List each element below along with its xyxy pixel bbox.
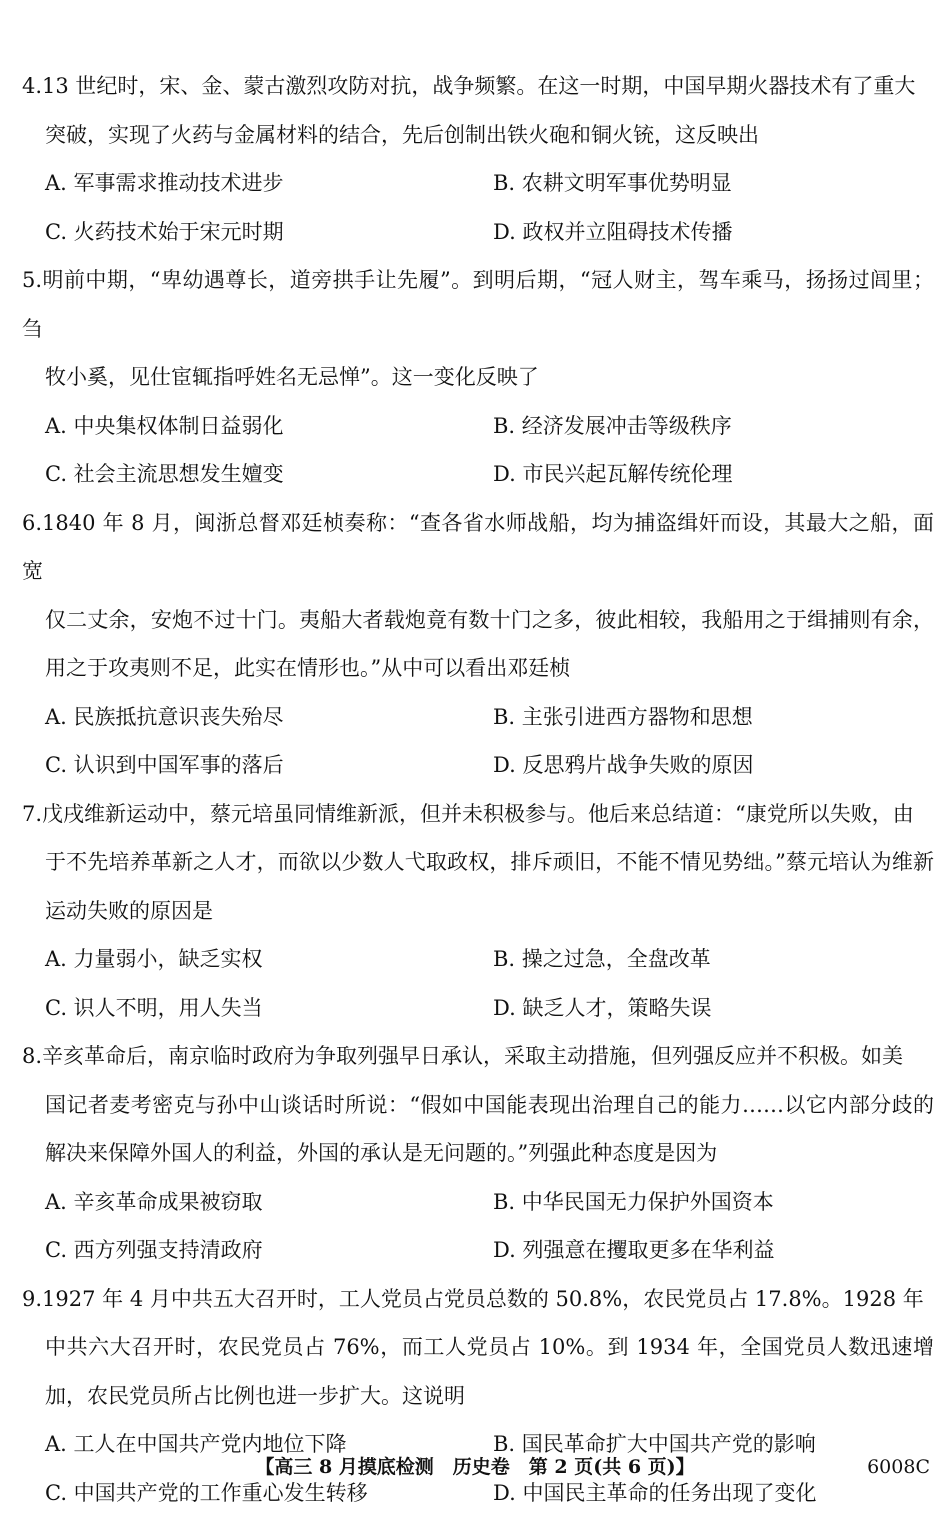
stem-continuation: 于不先培养革新之人才，而欲以少数人弋取政权，排斥顽旧，不能不情见势绌。”蔡元培认为维新运动失败的原因是 bbox=[22, 838, 934, 935]
option-a[interactable]: A. 军事需求推动技术进步 bbox=[45, 159, 493, 208]
option-a[interactable]: A. 力量弱小，缺乏实权 bbox=[45, 935, 493, 984]
stem-continuation: 中共六大召开时，农民党员占 76%，而工人党员占 10%。到 1934 年，全国党员人数迅速增加，农民党员所占比例也进一步扩大。这说明 bbox=[22, 1323, 934, 1420]
question-4 bbox=[22, 62, 934, 256]
option-c[interactable]: C. 识人不明，用人失当 bbox=[45, 984, 493, 1033]
options bbox=[22, 693, 934, 790]
option-d[interactable]: D. 政权并立阻碍技术传播 bbox=[493, 208, 941, 257]
option-c[interactable]: C. 西方列强支持清政府 bbox=[45, 1226, 493, 1275]
option-d[interactable]: D. 列强意在攫取更多在华利益 bbox=[493, 1226, 941, 1275]
option-d[interactable]: D. 中国民主革命的任务出现了变化 bbox=[493, 1469, 941, 1517]
option-a[interactable]: A. 中央集权体制日益弱化 bbox=[45, 402, 493, 451]
option-b[interactable]: B. 主张引进西方器物和思想 bbox=[493, 693, 941, 742]
stem-first-line: 9.1927 年 4 月中共五大召开时，工人党员占党员总数的 50.8%，农民党员占 17.8%。1928 年 bbox=[22, 1287, 924, 1311]
option-b[interactable]: B. 农耕文明军事优势明显 bbox=[493, 159, 941, 208]
question-stem bbox=[22, 499, 934, 693]
question-8 bbox=[22, 1032, 934, 1275]
option-c[interactable]: C. 中国共产党的工作重心发生转移 bbox=[45, 1469, 493, 1517]
stem-first-line: 4.13 世纪时，宋、金、蒙古激烈攻防对抗，战争频繁。在这一时期，中国早期火器技术有了重大 bbox=[22, 74, 915, 98]
footer-paper-code: 6008C bbox=[867, 1452, 930, 1482]
stem-continuation: 突破，实现了火药与金属材料的结合，先后创制出铁火砲和铜火铳，这反映出 bbox=[22, 111, 934, 160]
option-d[interactable]: D. 缺乏人才，策略失误 bbox=[493, 984, 941, 1033]
stem-first-line: 6.1840 年 8 月，闽浙总督邓廷桢奏称：“查各省水师战船，均为捕盗缉奸而设，其最大之船，面宽 bbox=[22, 511, 934, 584]
option-b[interactable]: B. 经济发展冲击等级秩序 bbox=[493, 402, 941, 451]
question-list bbox=[22, 62, 934, 1517]
question-7 bbox=[22, 790, 934, 1033]
question-stem bbox=[22, 790, 934, 936]
option-c[interactable]: C. 认识到中国军事的落后 bbox=[45, 741, 493, 790]
question-5 bbox=[22, 256, 934, 499]
question-6 bbox=[22, 499, 934, 790]
option-a[interactable]: A. 辛亥革命成果被窃取 bbox=[45, 1178, 493, 1227]
stem-continuation: 仅二丈余，安炮不过十门。夷船大者载炮竟有数十门之多，彼此相较，我船用之于缉捕则有余，用之于攻夷则不足，此实在情形也。”从中可以看出邓廷桢 bbox=[22, 596, 934, 693]
options bbox=[22, 402, 934, 499]
option-b[interactable]: B. 操之过急，全盘改革 bbox=[493, 935, 941, 984]
option-c[interactable]: C. 火药技术始于宋元时期 bbox=[45, 208, 493, 257]
question-stem bbox=[22, 1275, 934, 1421]
option-d[interactable]: D. 反思鸦片战争失败的原因 bbox=[493, 741, 941, 790]
options bbox=[22, 935, 934, 1032]
option-a[interactable]: A. 民族抵抗意识丧失殆尽 bbox=[45, 693, 493, 742]
question-stem bbox=[22, 1032, 934, 1178]
option-c[interactable]: C. 社会主流思想发生嬗变 bbox=[45, 450, 493, 499]
option-a[interactable]: A. 工人在中国共产党内地位下降 bbox=[45, 1420, 493, 1469]
options bbox=[22, 159, 934, 256]
stem-first-line: 5.明前中期，“卑幼遇尊长，道旁拱手让先履”。到明后期，“冠人财主，驾车乘马，扬扬过闾里；刍 bbox=[22, 268, 934, 341]
page-footer bbox=[0, 1452, 950, 1482]
question-stem bbox=[22, 62, 934, 159]
stem-first-line: 8.辛亥革命后，南京临时政府为争取列强早日承认，采取主动措施，但列强反应并不积极。如美 bbox=[22, 1044, 903, 1068]
stem-continuation: 国记者麦考密克与孙中山谈话时所说：“假如中国能表现出治理自己的能力……以它内部分歧的解决来保障外国人的利益，外国的承认是无问题的。”列强此种态度是因为 bbox=[22, 1081, 934, 1178]
option-d[interactable]: D. 市民兴起瓦解传统伦理 bbox=[493, 450, 941, 499]
option-b[interactable]: B. 中华民国无力保护外国资本 bbox=[493, 1178, 941, 1227]
stem-continuation: 牧小奚，见仕宦辄指呼姓名无忌惮”。这一变化反映了 bbox=[22, 353, 934, 402]
question-stem bbox=[22, 256, 934, 402]
options bbox=[22, 1178, 934, 1275]
stem-first-line: 7.戊戌维新运动中，蔡元培虽同情维新派，但并未积极参与。他后来总结道：“康党所以失败，由 bbox=[22, 802, 914, 826]
footer-exam-info: 【高三 8 月摸底检测 历史卷 第 2 页(共 6 页)】 bbox=[0, 1452, 950, 1482]
option-b[interactable]: B. 国民革命扩大中国共产党的影响 bbox=[493, 1420, 941, 1469]
